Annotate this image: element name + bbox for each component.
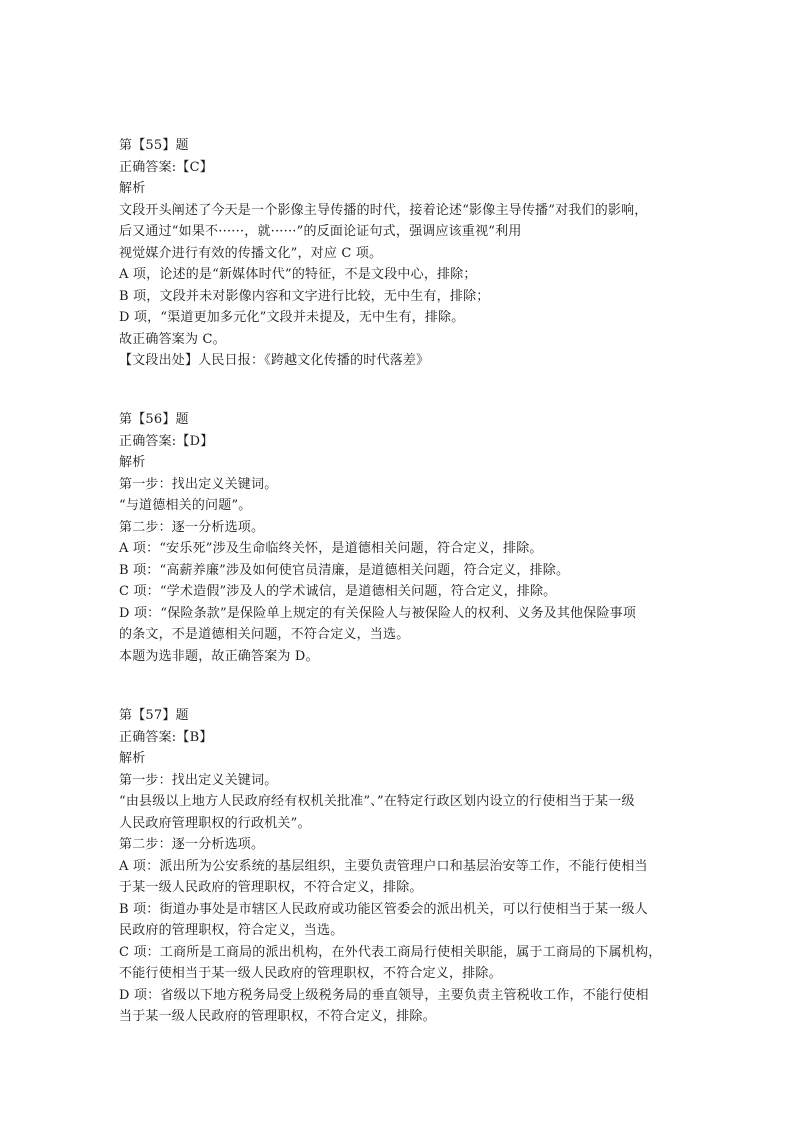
analysis-line: 后又通过“如果不······，就······”的反面论证句式，强调应该重视“利用 (119, 224, 522, 239)
definition-keyword: “由县级以上地方人民政府经有权机关批准”、”在特定行政区划内设立的行使相当于某一级 (119, 794, 635, 809)
correct-answer: 正确答案:【D】 (119, 433, 214, 449)
option-c-analysis: C 项：“学术造假”涉及人的学术诚信，是道德相关问题，符合定义，排除。 (119, 584, 557, 599)
option-a-analysis: A 项：“安乐死”涉及生命临终关怀，是道德相关问题，符合定义，排除。 (119, 541, 543, 556)
option-b-analysis: B 项：“高薪养廉”涉及如何使官员清廉，是道德相关问题，符合定义，排除。 (119, 562, 570, 578)
option-c-analysis: C 项：工商所是工商局的派出机构，在外代表工商局行使相关职能，属于工商局的下属机构， (119, 944, 662, 960)
final-answer: 故正确答案为 C。 (119, 331, 226, 347)
step-two: 第二步：逐一分析选项。 (119, 837, 265, 852)
option-a-analysis: A 项：派出所为公安系统的基层组织，主要负责管理户口和基层治安等工作，不能行使相当 (119, 858, 648, 874)
option-d-analysis: D 项：省级以下地方税务局受上级税务局的垂直领导，主要负责主管税收工作，不能行使相 (119, 987, 649, 1003)
option-b-analysis: B 项：街道办事处是市辖区人民政府或功能区管委会的派出机关，可以行使相当于某一级人 (119, 901, 648, 917)
question-title: 第【56】题 (119, 412, 189, 427)
step-one: 第一步：找出定义关键词。 (119, 772, 278, 788)
question-57-section (119, 705, 689, 1028)
option-a-analysis-cont: 于某一级人民政府的管理职权，不符合定义，排除。 (119, 880, 423, 895)
step-one: 第一步：找出定义关键词。 (119, 476, 278, 492)
option-d-analysis: D 项，“渠道更加多元化”文段并未提及，无中生有，排除。 (119, 310, 465, 325)
option-d-analysis-cont: 当于某一级人民政府的管理职权，不符合定义，排除。 (119, 1009, 436, 1024)
analysis-label: 解析 (119, 751, 146, 766)
step-two: 第二步：逐一分析选项。 (119, 519, 265, 535)
definition-keyword-cont: 人民政府管理职权的行政机关”。 (119, 815, 311, 831)
question-55-section (119, 135, 689, 372)
option-b-analysis-cont: 民政府的管理职权，符合定义，当选。 (119, 923, 344, 938)
question-title: 第【55】题 (119, 138, 189, 153)
analysis-line: 文段开头阐述了今天是一个影像主导传播的时代，接着论述“影像主导传播”对我们的影响， (119, 202, 648, 218)
question-title: 第【57】题 (119, 708, 189, 723)
option-d-analysis: D 项：“保险条款”是保险单上规定的有关保险人与被保险人的权利、义务及其他保险事项 (119, 605, 637, 621)
analysis-label: 解析 (119, 455, 146, 470)
analysis-line: 视觉媒介进行有效的传播文化”，对应 C 项。 (119, 245, 383, 261)
final-answer: 本题为选非题，故正确答案为 D。 (119, 648, 319, 664)
option-d-analysis-cont: 的条文，不是道德相关问题，不符合定义，当选。 (119, 627, 410, 642)
definition-keyword: “与道德相关的问题”。 (119, 498, 252, 513)
correct-answer: 正确答案:【C】 (119, 159, 213, 175)
option-c-analysis-cont: 不能行使相当于某一级人民政府的管理职权，不符合定义，排除。 (119, 966, 502, 981)
analysis-label: 解析 (119, 181, 146, 196)
option-b-analysis: B 项，文段并未对影像内容和文字进行比较，无中生有，排除； (119, 288, 490, 304)
source-citation: 【文段出处】人民日报：《跨越文化传播的时代落差》 (119, 353, 430, 368)
option-a-analysis: A 项，论述的是“新媒体时代”的特征，不是文段中心，排除； (119, 267, 477, 282)
question-56-section (119, 409, 689, 667)
correct-answer: 正确答案:【B】 (119, 729, 213, 745)
